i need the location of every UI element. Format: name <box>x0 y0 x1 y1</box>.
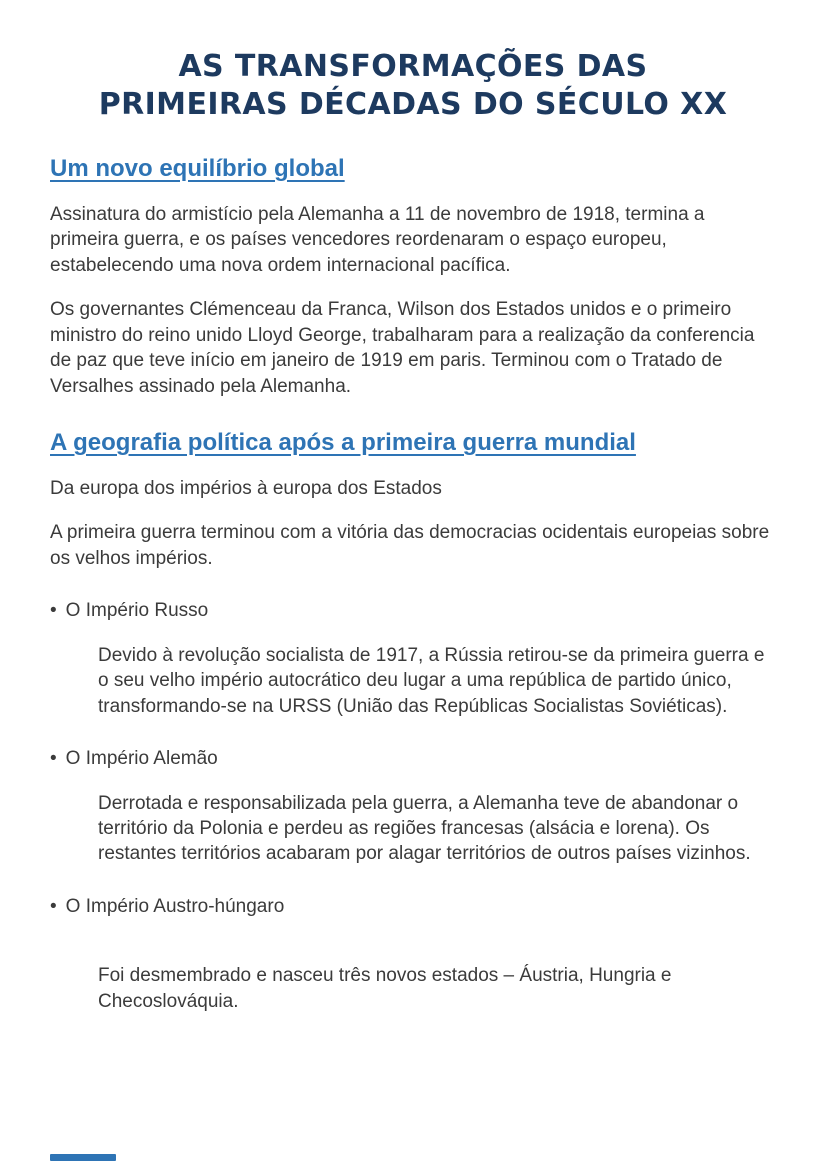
bullet-label: O Império Alemão <box>65 748 218 770</box>
section-geografia-politica <box>50 429 776 1014</box>
paragraph: Assinatura do armistício pela Alemanha a 11 de novembro de 1918, termina a primeira guerra, e os países vencedores reordenaram o espaço europeu, estabelecendo uma nova ordem internacional pacífica. <box>50 203 705 276</box>
bullet-detail: Derrotada e responsabilizada pela guerra, a Alemanha teve de abandonar o território da Polonia e perdeu as regiões francesas (alsácia e lorena). Os restantes territórios acabaram por alagar territórios de outros países vizinhos. <box>98 792 751 865</box>
bullet-icon: • <box>50 748 57 770</box>
section-novo-equilibrio-global <box>50 155 776 399</box>
list-item <box>50 598 776 623</box>
document-title: AS TRANSFORMAÇÕES DAS PRIMEIRAS DÉCADAS DO SÉCULO XX <box>98 49 728 123</box>
section-heading: A geografia política após a primeira guerra mundial <box>50 428 636 456</box>
paragraph: Os governantes Clémenceau da Franca, Wilson dos Estados unidos e o primeiro ministro do reino unido Lloyd George, trabalharam para a realização da conferencia de paz que teve início em janeiro de 1919 em paris. Terminou com o Tratado de Versalhes assinado pela Alemanha. <box>50 299 755 397</box>
bullet-detail: Foi desmembrado e nasceu três novos estados – Áustria, Hungria e Checoslováquia. <box>98 965 672 1012</box>
bullet-icon: • <box>50 895 57 917</box>
bullet-detail: Devido à revolução socialista de 1917, a Rússia retirou-se da primeira guerra e o seu velho império autocrático deu lugar a uma república de partido único, transformando-se na URSS (União das Repúblicas Socialistas Soviéticas). <box>98 644 765 717</box>
section-heading: Um novo equilíbrio global <box>50 154 345 182</box>
paragraph: A primeira guerra terminou com a vitória das democracias ocidentais europeias sobre os velhos impérios. <box>50 522 770 569</box>
bullet-icon: • <box>50 600 57 622</box>
bullet-label: O Império Austro-húngaro <box>65 895 285 917</box>
next-heading-cutoff <box>50 1154 116 1161</box>
bullet-label: O Império Russo <box>65 600 209 622</box>
list-item <box>50 894 776 919</box>
paragraph: Da europa dos impérios à europa dos Estados <box>50 477 442 499</box>
list-item <box>50 746 776 771</box>
